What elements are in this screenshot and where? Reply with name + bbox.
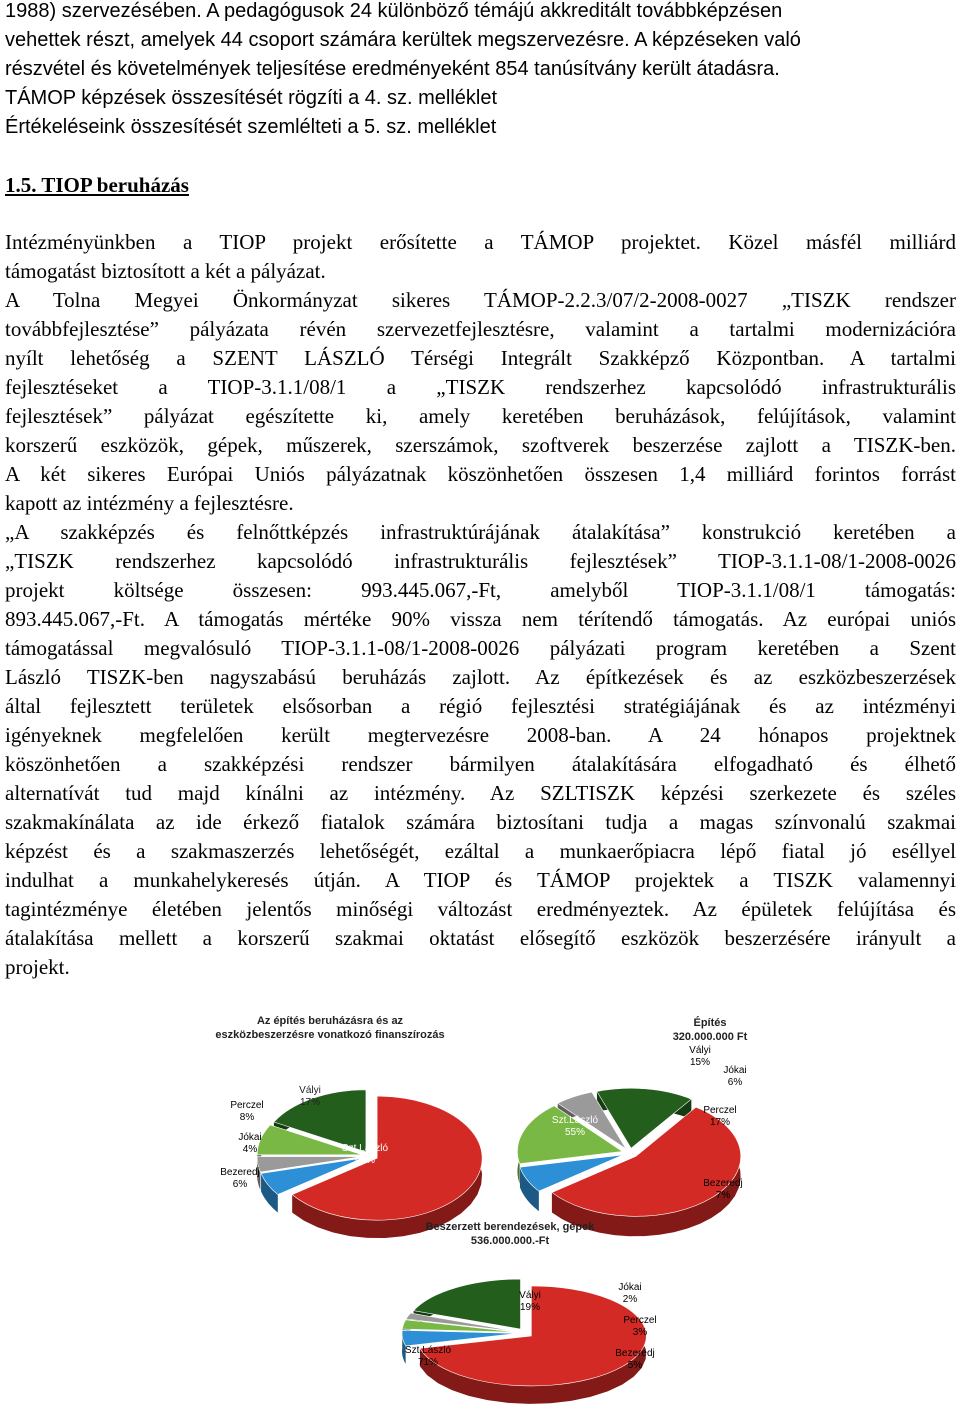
slice-label-name: Vályi: [299, 1085, 321, 1096]
chart-title-line: eszközbeszerzésre vonatkozó finanszírozás: [215, 1029, 445, 1041]
slice-label-jokai: [723, 1065, 746, 1088]
body-line: szakmakínálata az ide érkező fiatalok számára biztosítani tudja a magas színvonalú szakmai: [5, 810, 956, 834]
slice-label-value: 5%: [627, 1360, 643, 1371]
body-line: támogatással megvalósuló TIOP-3.1.1-08/1-2008-0026 pályázati program keretében a Szent: [5, 636, 956, 660]
body-line: nyílt lehetőség a SZENT LÁSZLÓ Térségi Integrált Szakképző Központban. A tartalmi: [5, 346, 956, 370]
body-line: Intézményünkben a TIOP projekt erősítette a TÁMOP projektet. Közel másfél milliárd: [5, 230, 956, 254]
slice-label-jokai: [618, 1282, 641, 1305]
body-line: köszönhetően a szakképzési rendszer bármilyen átalakítására elfogadható és élhető: [5, 752, 956, 776]
slice-label-value: 17%: [299, 1097, 321, 1108]
body-line: igényeknek megfelelően került megtervezésre 2008-ban. A 24 hónapos projektnek: [5, 723, 956, 747]
slice-label-name: Bezeredj: [615, 1348, 655, 1359]
slice-label-value: 2%: [622, 1294, 638, 1305]
chart-title: [215, 1015, 444, 1041]
body-line: korszerű eszközök, gépek, műszerek, szerszámok, szoftverek beszerzése zajlott a TISZK-ben.: [5, 433, 956, 457]
body-line: projekt költsége összesen: 993.445.067,-Ft, amelyből TIOP-3.1.1/08/1 támogatás:: [5, 578, 956, 602]
slice-label-value: 65%: [354, 1155, 376, 1166]
slice-label-valyi: [299, 1085, 321, 1108]
pie-chart-1: [215, 1015, 482, 1238]
slice-label-value: 71%: [417, 1357, 439, 1368]
chart-title-line: Beszerzett berendezések, gépek: [425, 1221, 595, 1233]
pie-charts-svg: [195, 1008, 770, 1408]
slice-label-bezeredj: [220, 1167, 259, 1190]
intro-line: TÁMOP képzések összesítését rögzíti a 4. sz. melléklet: [5, 87, 498, 109]
body-line: kapott az intézmény a fejlesztésre.: [5, 491, 294, 515]
slice-label-name: Vályi: [689, 1045, 711, 1056]
slice-label-name: Bezeredj: [220, 1167, 260, 1178]
slice-label-name: Jókai: [618, 1282, 642, 1293]
chart-title-line: 536.000.000.-Ft: [470, 1235, 550, 1247]
slice-label-valyi: [689, 1045, 711, 1068]
body-line: „A szakképzés és felnőttképzés infrastruktúrájának átalakítása” konstrukció keretében a: [5, 520, 956, 544]
slice-label-value: 55%: [564, 1127, 586, 1138]
intro-line: 1988) szervezésében. A pedagógusok 24 különböző témájú akkreditált továbbképzésen: [5, 0, 783, 22]
slice-label-name: Bezeredj: [703, 1178, 743, 1189]
body-line: által fejlesztett területek elsősorban a régió fejlesztési stratégiájának és az intézményi: [5, 694, 956, 718]
intro-line: Értékeléseink összesítését szemlélteti a 5. sz. melléklet: [5, 116, 497, 138]
slice-label-name: Jókai: [238, 1132, 262, 1143]
section-heading: 1.5. TIOP beruházás: [5, 173, 189, 197]
chart-title: [426, 1221, 596, 1247]
slice-label-value: 7%: [715, 1190, 731, 1201]
slice-label-name: Perczel: [703, 1105, 737, 1116]
slice-label-value: 3%: [632, 1327, 648, 1338]
slice-label-perczel: [230, 1100, 263, 1123]
slice-label-name: Jókai: [723, 1065, 747, 1076]
slice-label-value: 6%: [727, 1077, 743, 1088]
slice-label-name: Perczel: [230, 1100, 264, 1111]
body-line: fejlesztéseket a TIOP-3.1.1/08/1 a „TISZK rendszerhez kapcsolódó infrastrukturális: [5, 375, 956, 399]
intro-paragraph: [5, 0, 956, 142]
slice-label-valyi: [519, 1290, 541, 1313]
slice-label-value: 17%: [709, 1117, 731, 1128]
slice-label-name: Szt.László: [341, 1143, 389, 1154]
finance-pie-charts: [195, 1008, 770, 1408]
slice-label-value: 15%: [689, 1057, 711, 1068]
slice-label-value: 19%: [519, 1302, 541, 1313]
body-line: László TISZK-ben nagyszabású beruházás zajlott. Az építkezések és az eszközbeszerzések: [5, 665, 956, 689]
slice-label-value: 4%: [242, 1144, 258, 1155]
section-heading-wrap: [5, 171, 956, 200]
body-line: indulhat a munkahelykeresés útján. A TIOP és TÁMOP projektek a TISZK valamennyi: [5, 868, 956, 892]
body-line: fejlesztések” pályázat egészítette ki, amely keretében beruházások, felújítások, valamint: [5, 404, 956, 428]
body-line: támogatást biztosított a két a pályázat.: [5, 259, 326, 283]
body-line: projekt.: [5, 955, 70, 979]
slice-label-value: 6%: [232, 1179, 248, 1190]
body-line: „TISZK rendszerhez kapcsolódó infrastrukturális fejlesztések” TIOP-3.1.1-08/1-2008-0026: [5, 549, 956, 573]
intro-line: részvétel és követelmények teljesítése eredményeként 854 tanúsítvány került átadásra.: [5, 58, 780, 80]
body-line: továbbfejlesztése” pályázata révén szervezetfejlesztésre, valamint a tartalmi modernizációra: [5, 317, 956, 341]
body-line: A két sikeres Európai Uniós pályázatnak köszönhetően összesen 1,4 milliárd forintos forrást: [5, 462, 956, 486]
chart-title-line: Az építés beruházásra és az: [256, 1015, 404, 1027]
slice-label-name: Perczel: [623, 1315, 657, 1326]
body-line: tagintézménye életében jelentős minőségi változást eredményeztek. Az épületek felújítása és: [5, 897, 956, 921]
slice-label-name: Szt.László: [404, 1345, 452, 1356]
chart-title-line: 320.000.000 Ft: [672, 1031, 748, 1043]
body-line: képzést és a szakmaszerzés lehetőségét, ezáltal a munkaerőpiacra lépő fiatal jó eséllyel: [5, 839, 956, 863]
body-text: [5, 228, 956, 982]
slice-label-name: Szt.László: [551, 1115, 599, 1126]
intro-line: vehettek részt, amelyek 44 csoport számára kerültek megszervezésre. A képzéseken való: [5, 29, 801, 51]
chart-title: [673, 1016, 748, 1043]
body-line: A Tolna Megyei Önkormányzat sikeres TÁMOP-2.2.3/07/2-2008-0027 „TISZK rendszer: [5, 288, 956, 312]
chart-title-line: Építés: [693, 1017, 727, 1029]
body-line: alternatívát tud majd kínálni az intézmény. Az SZLTISZK képzési szerkezete és széles: [5, 781, 956, 805]
slice-label-value: 8%: [239, 1112, 255, 1123]
slice-label-name: Vályi: [519, 1290, 541, 1301]
body-line: átalakítása mellett a korszerű szakmai oktatást elősegítő eszközök beszerzésére irányult a: [5, 926, 956, 950]
body-line: 893.445.067,-Ft. A támogatás mértéke 90% vissza nem térítendő támogatás. Az európai uniós: [5, 607, 956, 631]
pie-chart-2: [517, 1016, 747, 1236]
pie-chart-3: [402, 1221, 657, 1404]
